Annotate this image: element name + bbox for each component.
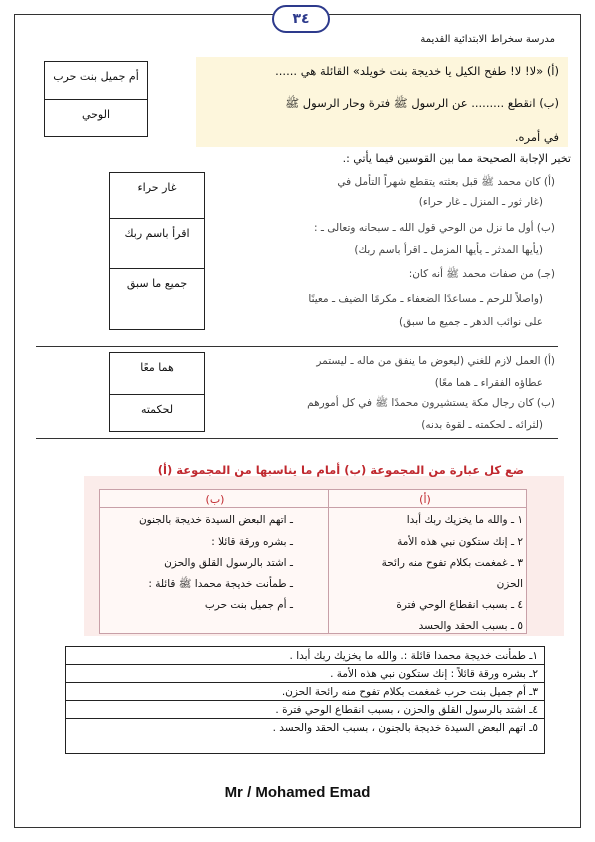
matching-heading: ضع كل عبارة من المجموعة (ب) أمام ما يناسبها من المجموعة (أ) <box>157 463 524 477</box>
answer-box-1 <box>44 61 148 137</box>
matching-a-item: ١ ـ والله ما يخزيك ربك أبدا <box>406 514 523 526</box>
matching-a-item: ٢ ـ إنك ستكون نبي هذه الأمة <box>397 536 523 548</box>
answer-box-3-cell: هما معًا <box>110 353 204 395</box>
question-3b: (ب) كان رجال مكة يستشيرون محمدًا ﷺ في كل أمورهم <box>307 397 555 409</box>
matching-header-rule <box>100 507 526 508</box>
question-3a: (أ) العمل لازم للغني (ليعوض ما ينفق من ماله ـ ليستمر <box>316 355 555 367</box>
answer-box-3 <box>109 352 205 432</box>
matching-col-b-header: (ب) <box>205 493 225 506</box>
answer-row: ٤ـ اشتد بالرسول القلق والحزن ، بسبب انقطاع الوحي فترة . <box>66 701 544 719</box>
answer-row: ٢ـ بشره ورقة قائلاً : إنك ستكون نبي هذه الأمة . <box>66 665 544 683</box>
section2-instruction: تخير الإجابة الصحيحة مما بين القوسين فيما يأتي :. <box>342 152 571 165</box>
question-1b: (ب) انقطع ......... عن الرسول ﷺ فترة وحار الرسول ﷺ <box>285 96 559 110</box>
matching-b-item: ـ اتهم البعض السيدة خديجة بالجنون <box>138 514 293 526</box>
matching-a-item: ٣ ـ غمغمت بكلام تفوح منه رائحة <box>381 557 523 569</box>
question-2c: (جـ) من صفات محمد ﷺ أنه كان: <box>408 268 555 280</box>
question-2c-options: (واصلاً للرحم ـ مساعدًا الضعفاء ـ مكرمًا الضيف ـ معينًا <box>308 293 543 305</box>
matching-b-item: ـ بشره ورقة قائلا : <box>211 536 293 548</box>
answer-box-1-cell: أم جميل بنت حرب <box>45 62 147 100</box>
matching-column-divider <box>328 490 329 633</box>
question-2b-options: (يأيها المدثر ـ يأيها المزمل ـ اقرأ باسم ربك) <box>354 244 543 256</box>
matching-b-item: ـ اشتد بالرسول القلق والحزن <box>164 557 293 569</box>
answer-row: ١ـ طمأنت خديجة محمدا قائلة :. والله ما يخزيك ربك أبدا . <box>66 647 544 665</box>
matching-a-item: ٥ ـ بسبب الحقد والحسد <box>418 620 523 632</box>
matching-b-item: ـ أم جميل بنت حرب <box>204 599 293 611</box>
divider <box>36 438 558 439</box>
page-number: ٣٤ <box>272 5 330 33</box>
answers-table <box>65 646 545 754</box>
footer-author: Mr / Mohamed Emad <box>224 784 371 801</box>
answer-row: ٥ـ اتهم البعض السيدة خديجة بالجنون ، بسبب الحقد والحسد . <box>272 722 538 734</box>
question-2a: (أ) كان محمد ﷺ قبل بعثته يتقطع شهراً التأمل في <box>337 176 555 188</box>
answer-row: ٣ـ أم جميل بنت حرب غمغمت بكلام تفوح منه رائحة الحزن. <box>66 683 544 701</box>
answer-box-3-cell: لحكمته <box>140 403 174 416</box>
question-2b: (ب) أول ما نزل من الوحي قول الله ـ سبحانه وتعالى ـ : <box>313 222 555 234</box>
answer-box-2 <box>109 172 205 330</box>
school-name: مدرسة سخراط الابتدائية القديمة <box>420 34 555 45</box>
divider <box>36 346 558 347</box>
question-1a: (أ) «لا! لا! طفح الكيل يا خديجة بنت خويلد» القائلة هي ...... <box>275 64 559 78</box>
question-2c-options-cont: على نوائب الدهر ـ جميع ما سبق) <box>398 316 543 328</box>
question-3a-cont: عطاؤه الفقراء ـ هما معًا) <box>434 377 543 389</box>
question-2a-options: (غار ثور ـ المنزل ـ غار حراء) <box>418 196 543 208</box>
answer-box-2-cell: غار حراء <box>110 173 204 219</box>
matching-a-item: الحزن <box>496 578 523 590</box>
answer-box-2-cell: اقرأ باسم ربك <box>110 219 204 269</box>
matching-b-item: ـ طمأنت خديجة محمدا ﷺ قائلة : <box>148 578 293 590</box>
matching-a-item: ٤ ـ بسبب انقطاع الوحي فترة <box>396 599 523 611</box>
answer-box-2-cell: جميع ما سبق <box>126 277 188 290</box>
question-1b-cont: في أمره. <box>514 130 559 144</box>
question-3b-cont: (لثرائه ـ لحكمته ـ لقوة بدنه) <box>421 419 543 431</box>
answer-box-1-cell: الوحي <box>81 108 111 121</box>
matching-col-a-header: (أ) <box>419 493 431 506</box>
